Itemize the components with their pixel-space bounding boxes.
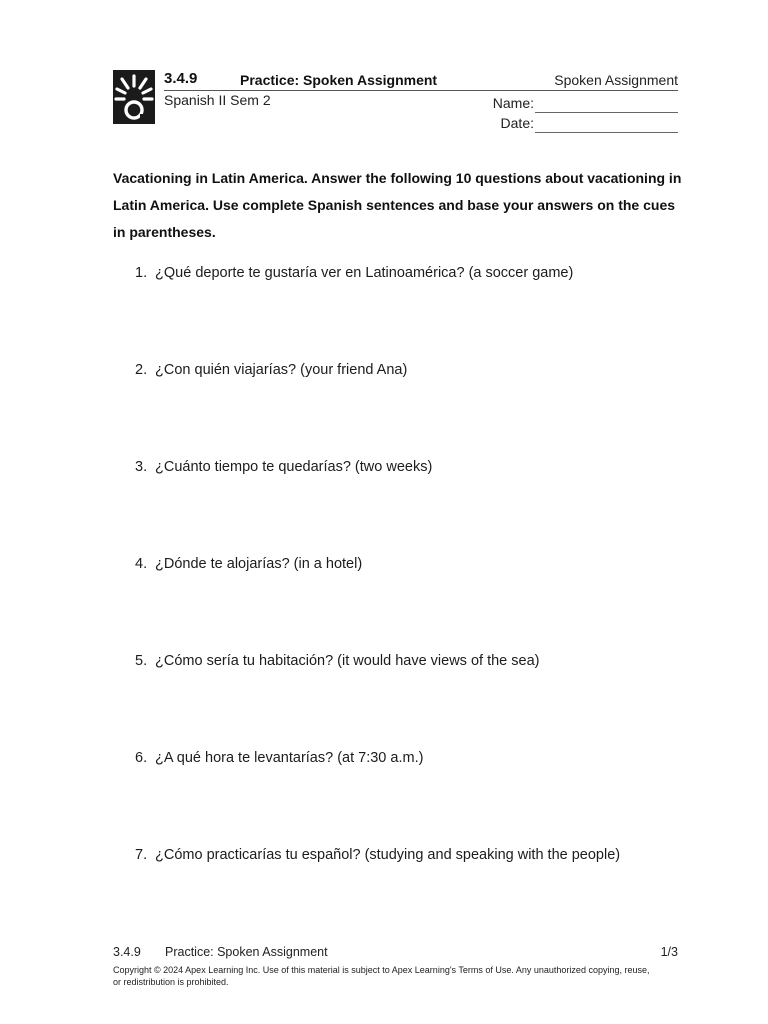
question-number: 5. [135, 653, 148, 669]
date-label: Date: [500, 115, 534, 131]
question-text: ¿Dónde te alojarías? (in a hotel) [155, 556, 363, 572]
page-number: 1/3 [660, 945, 678, 959]
lesson-number: 3.4.9 [164, 70, 198, 87]
question-number: 3. [135, 459, 148, 475]
footer-lesson-number: 3.4.9 [113, 945, 141, 959]
question-text: ¿Cómo sería tu habitación? (it would have views of the sea) [155, 653, 540, 669]
course-name: Spanish II Sem 2 [164, 92, 271, 108]
question-number: 1. [135, 265, 148, 281]
question-number: 6. [135, 750, 148, 766]
copyright-notice: Copyright © 2024 Apex Learning Inc. Use of this material is subject to Apex Learning's Terms of Use. Any unauthorized copying, reuse, or redistribution is prohibited. [113, 965, 650, 987]
name-field[interactable] [478, 93, 678, 113]
document-header [113, 68, 678, 138]
question-text: ¿Cómo practicarías tu español? (studying and speaking with the people) [155, 847, 621, 863]
header-divider [164, 90, 678, 91]
question-text: ¿A qué hora te levantarías? (at 7:30 a.m.) [155, 750, 424, 766]
assignment-type: Spoken Assignment [554, 72, 678, 88]
question-number: 2. [135, 362, 148, 378]
question-item [135, 556, 362, 572]
lesson-title: Practice: Spoken Assignment [240, 72, 438, 88]
question-number: 4. [135, 556, 148, 572]
question-item [135, 459, 432, 475]
footer-lesson-title: Practice: Spoken Assignment [165, 945, 328, 959]
question-item [135, 653, 539, 669]
name-label: Name: [492, 95, 534, 111]
date-line[interactable] [535, 132, 678, 133]
question-item [135, 750, 423, 766]
question-text: ¿Qué deporte te gustaría ver en Latinoamérica? (a soccer game) [155, 265, 574, 281]
instructions: Vacationing in Latin America. Answer the following 10 questions about vacationing in Latin America. Use complete Spanish sentences and base your answers on the cues in parentheses. [113, 170, 682, 240]
question-text: ¿Con quién viajarías? (your friend Ana) [155, 362, 408, 378]
apex-logo-icon [113, 70, 155, 124]
question-number: 7. [135, 847, 148, 863]
question-item [135, 265, 573, 281]
date-field[interactable] [478, 113, 678, 133]
question-item [135, 847, 620, 863]
question-text: ¿Cuánto tiempo te quedarías? (two weeks) [155, 459, 433, 475]
question-item [135, 362, 407, 378]
